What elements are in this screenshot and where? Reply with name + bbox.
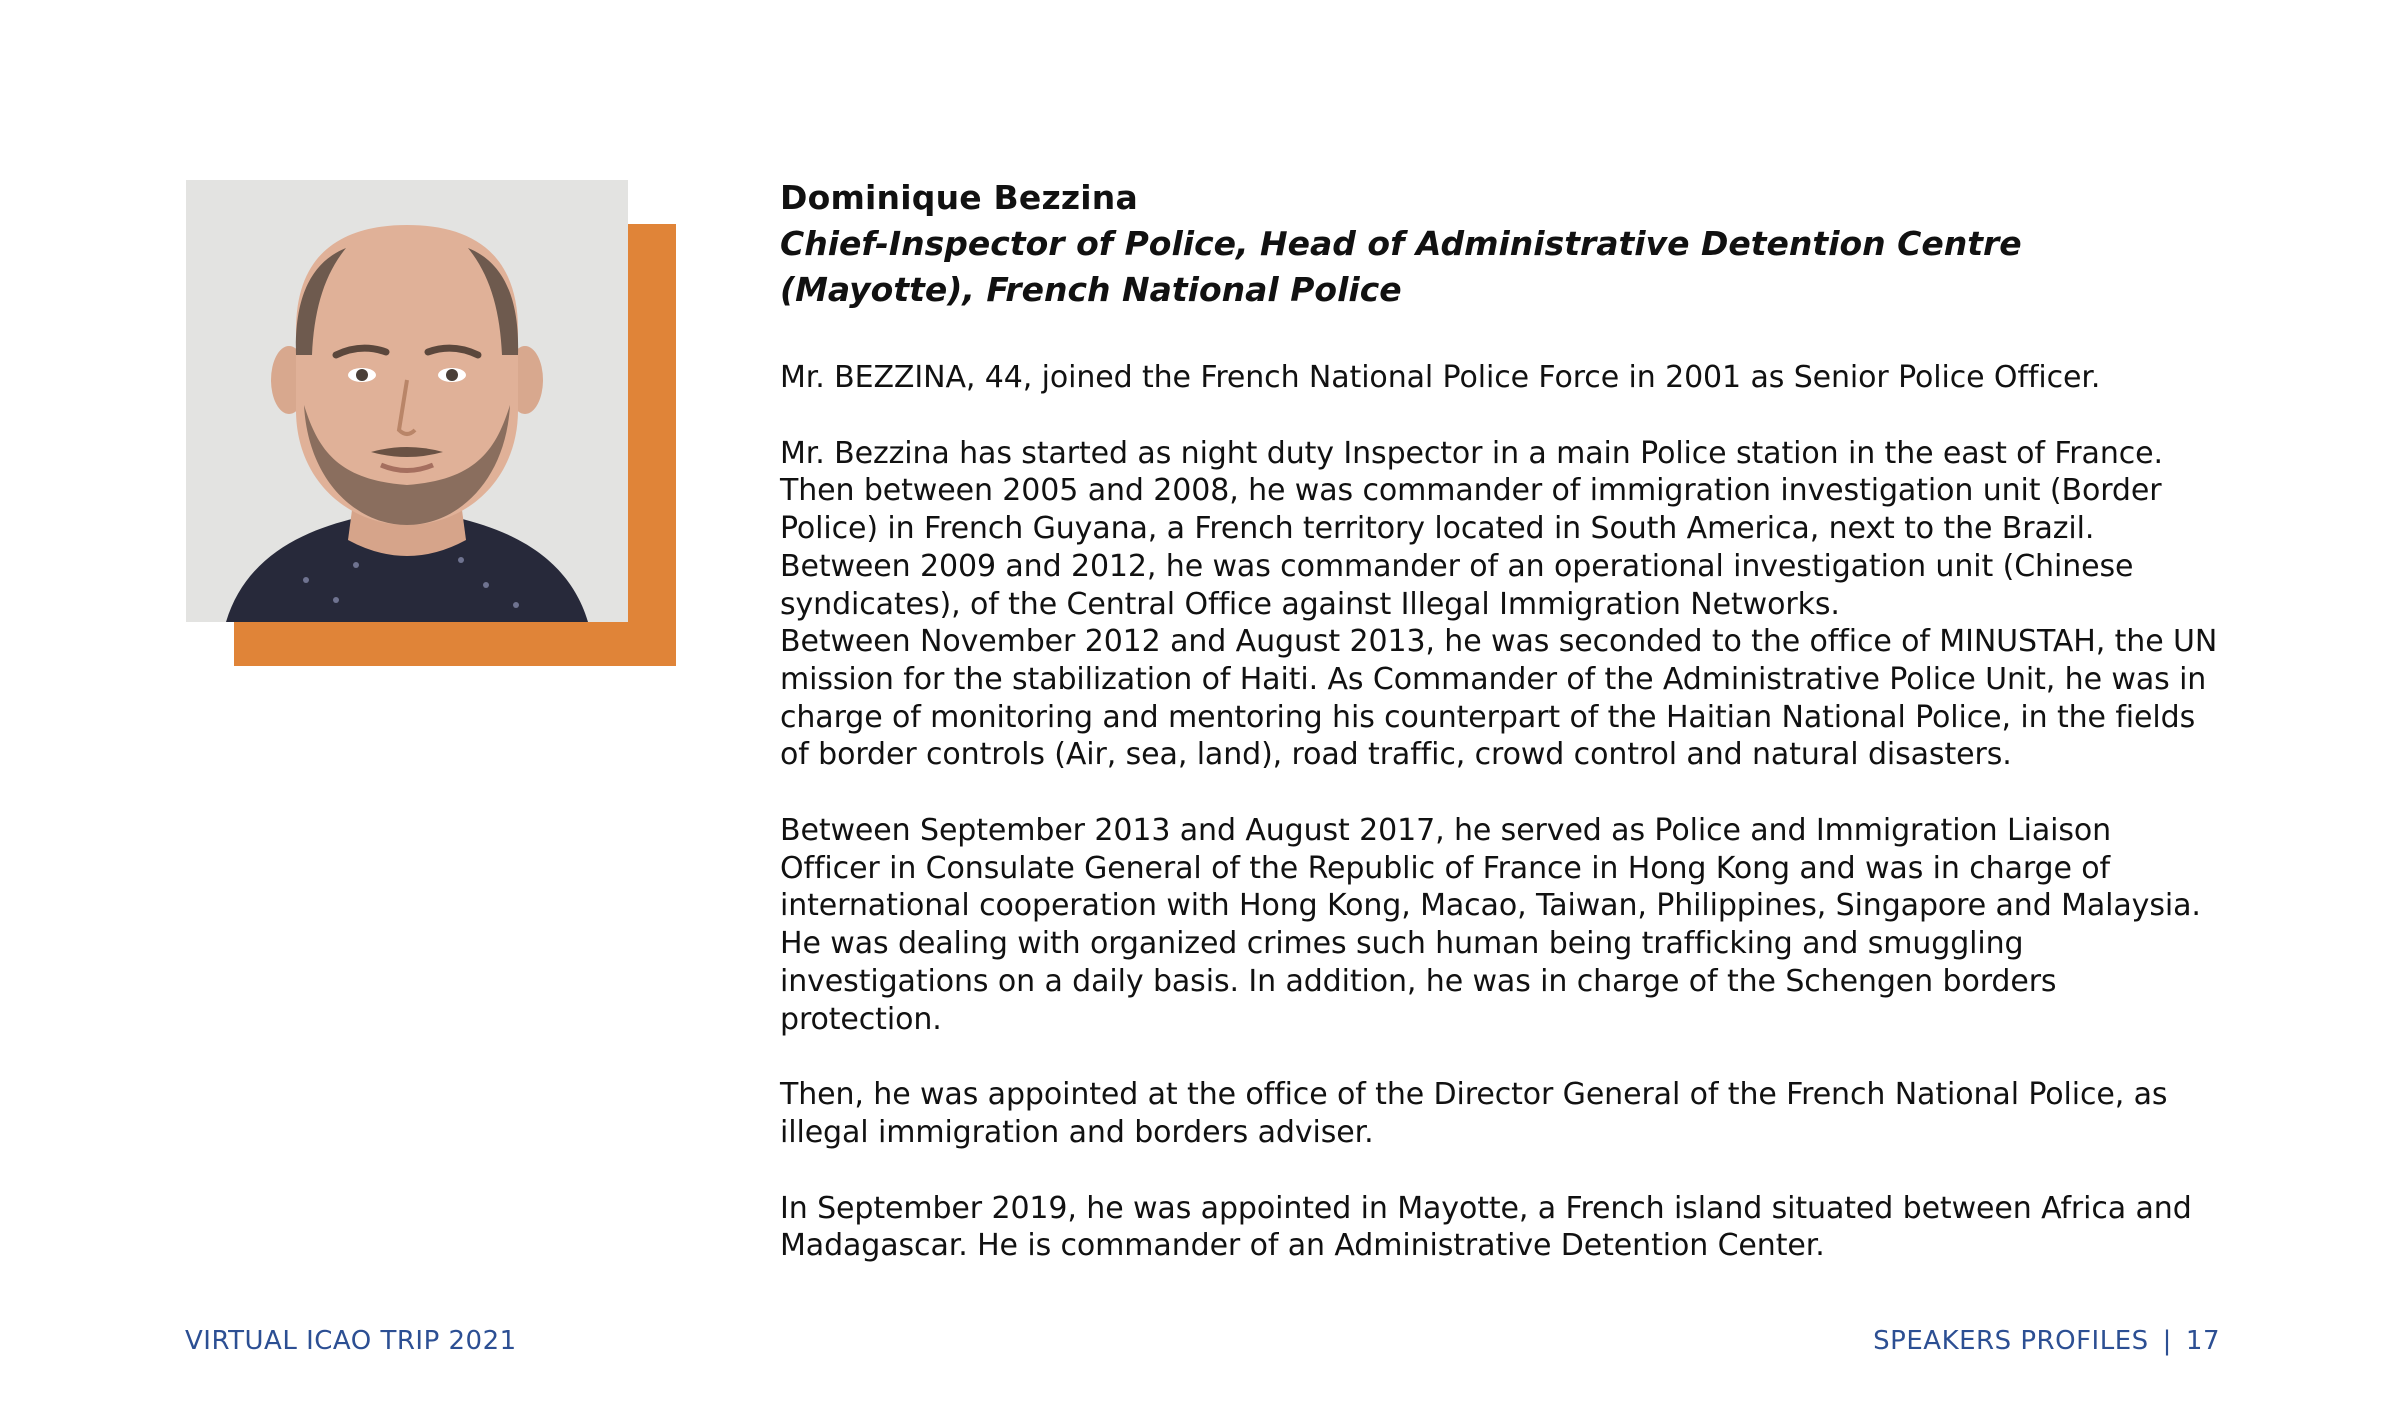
bio-paragraph-5: Then, he was appointed at the office of the Director General of the French National Police, as illegal immigration and borders adviser. bbox=[780, 1077, 2168, 1150]
speaker-photo-frame bbox=[186, 180, 676, 666]
footer-section bbox=[1873, 1326, 2220, 1356]
bio-paragraph-2: Mr. Bezzina has started as night duty Inspector in a main Police station in the east of France. Then between 2005 and 2008, he was commander of immigration investigation unit (Border Police) in French Guyana, a French territory located in South America, next to the Brazil. Between 2009 and 2012, he was commander of an operational investigation unit (Chinese syndicates), of the Central Office against Illegal Immigration Networks. bbox=[780, 435, 2163, 622]
bio-paragraph-4: Between September 2013 and August 2017, he served as Police and Immigration Liaison Officer in Consulate General of the Republic of France in Hong Kong and was in charge of international cooperation with Hong Kong, Macao, Taiwan, Philippines, Singapore and Malaysia. He was dealing with organized crimes such human being trafficking and smuggling investigations on a daily basis. In addition, he was in charge of the Schengen borders protection. bbox=[780, 813, 2201, 1037]
speaker-name: Dominique Bezzina bbox=[780, 178, 1138, 217]
bio-paragraph-6: In September 2019, he was appointed in Mayotte, a French island situated between Africa and Madagascar. He is commander of an Administrative Detention Center. bbox=[780, 1190, 2192, 1264]
speaker-title: Chief-Inspector of Police, Head of Administrative Detention Centre (Mayotte), French National Police bbox=[780, 224, 2022, 309]
speaker-photo bbox=[186, 180, 628, 622]
speaker-bio bbox=[780, 359, 2220, 1265]
speaker-portrait-illustration bbox=[186, 180, 628, 622]
footer-section-label: SPEAKERS PROFILES bbox=[1873, 1326, 2149, 1356]
footer-event-title: VIRTUAL ICAO TRIP 2021 bbox=[185, 1326, 517, 1356]
bio-paragraph-3: Between November 2012 and August 2013, he was seconded to the office of MINUSTAH, the UN mission for the stabilization of Haiti. As Commander of the Administrative Police Unit, he was in charge of monitoring and mentoring his counterpart of the Haitian National Police, in the fields of border controls (Air, sea, land), road traffic, crowd control and natural disasters. bbox=[780, 624, 2218, 773]
bio-paragraph-1: Mr. BEZZINA, 44, joined the French National Police Force in 2001 as Senior Police Officer. bbox=[780, 360, 2101, 395]
page-number: 17 bbox=[2185, 1326, 2220, 1356]
footer-separator: | bbox=[2162, 1326, 2172, 1356]
speaker-content bbox=[780, 175, 2220, 1303]
